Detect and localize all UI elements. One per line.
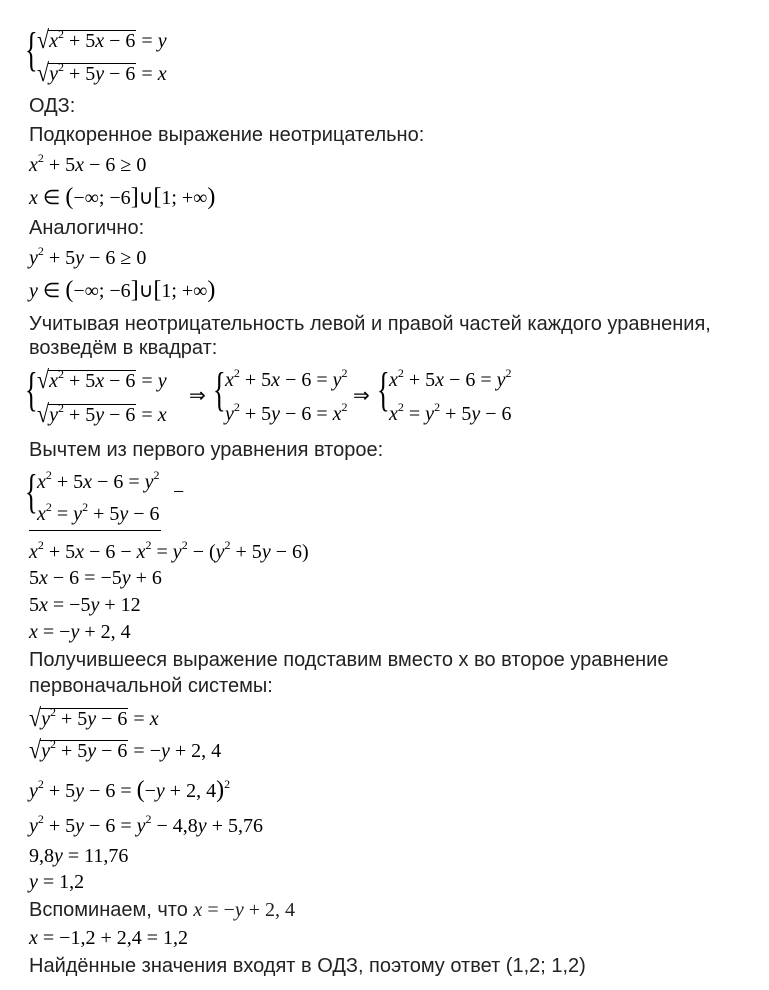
- implies-arrow-1: ⇒: [189, 385, 206, 407]
- text-recall: Вспоминаем, что x = −y + 2, 4: [29, 899, 296, 921]
- x-value: x = −1,2 + 2,4 = 1,2: [29, 927, 189, 949]
- eq-diff: $x^2 + 5x - 6 - x^2 = y^2 - (y^2 + 5y - 6)$: [29, 538, 309, 563]
- system-eq-2: $√y^2 + 5y - 6 = x$: [37, 58, 167, 87]
- eq-1: 5x − 6 = −5y + 6: [29, 567, 162, 589]
- text-subtract: Вычтем из первого уравнения второе:: [29, 439, 384, 461]
- sub-eq-1: $√y^2 + 5y - 6 = x$: [29, 703, 159, 732]
- implies-arrow-2: ⇒: [353, 385, 370, 407]
- ineq-y: $y^2 + 5y - 6 \ge 0$: [29, 244, 147, 269]
- sub-eq-3: $y^2 + 5y - 6 = (-y + 2$, 4)$^2$: [29, 777, 231, 803]
- text-substitute: Получившееся выражение подставим вместо х во второе уравнение: [29, 649, 669, 671]
- sub-eq-2: $√y^2 + 5y - 6 = -y + 2$, 4: [29, 735, 222, 764]
- text-radicand: Подкоренное выражение неотрицательно:: [29, 124, 425, 146]
- eq-2: 5x = −5y + 12: [29, 594, 141, 616]
- subtract-line: [29, 530, 161, 531]
- ineq-x: $x^2 + 5x - 6 \ge 0$: [29, 151, 147, 176]
- text-square: возведём в квадрат:: [29, 337, 218, 359]
- text-similarly: Аналогично:: [29, 217, 145, 239]
- text-considering: Учитывая неотрицательность левой и правой частей каждого уравнения,: [29, 313, 711, 335]
- odz-heading: ОДЗ:: [29, 95, 76, 117]
- sub-eq-5: 9,8y = 11,76: [29, 845, 129, 867]
- system-brace: {: [25, 23, 38, 76]
- eq-3: x = −y + 2, 4: [29, 621, 131, 643]
- sub-eq-4: $y^2 + 5y - 6 = y^2 - 4,8y + 5,76$: [29, 812, 263, 837]
- solution-page: { $√x^2 + 5x - 6 = y$ $√y^2 + 5y - 6 = x$ ОДЗ: Подкоренное выражение неотрицательно: $x^2 + 5x - 6 \ge 0$ x ∈ (−∞; −6]∪[1; +∞) Аналогично: $y^2 + 5y - 6 \ge 0$ y ∈ (−∞; −6]∪[1; +∞) Учитывая неотрицательность левой и правой частей каждого уравнения, возведём в квадрат: { $√x^2 + 5x - 6 = y$ $√y^2 + 5y - 6 = x$ ⇒ { $x^2 + 5x - 6 = y^2$ $y^2 + 5y - 6 = x^2$ ⇒ { $x^2 + 5x - 6 = y^2$ $x^2 = y^2 + 5y - 6$ Вычтем из первого уравнения второе: { $x^2 + 5x - 6 = y^2$ $x^2 = y^2 + 5y - 6$ − $x^2 + 5x - 6 - x^2 = y^2 - (y^2 + 5y - 6)$ 5x − 6 = −5y + 6 5x = −5y + 12 x = −y + 2, 4 Получившееся выражение подставим вместо х во второе уравнение первоначальной системы: $√y^2 + 5y - 6 = x$ $√y^2 + 5y - 6 = -y + 2$, 4 $y^2 + 5y - 6 = (-y + 2$, 4)$^2$ $y^2 + 5y - 6 = y^2 - 4,8y + 5,76$ 9,8y = 11,76 y = 1,2 Вспоминаем, что x = −y + 2, 4 x = −1,2 + 2,4 = 1,2 Найдённые значения входят в ОДЗ, поэтому ответ (1,2; 1,2): [25, 23, 711, 977]
- set-x: x ∈ (−∞; −6]∪[1; +∞): [29, 184, 216, 210]
- sub-eq-6: y = 1,2: [29, 871, 85, 893]
- text-original-system: первоначальной системы:: [29, 675, 273, 697]
- minus-sign: −: [173, 481, 185, 503]
- set-y: y ∈ (−∞; −6]∪[1; +∞): [29, 277, 216, 303]
- system-eq-1: $√x^2 + 5x - 6 = y$: [37, 25, 167, 54]
- text-answer: Найдённые значения входят в ОДЗ, поэтому ответ (1,2; 1,2): [29, 955, 586, 977]
